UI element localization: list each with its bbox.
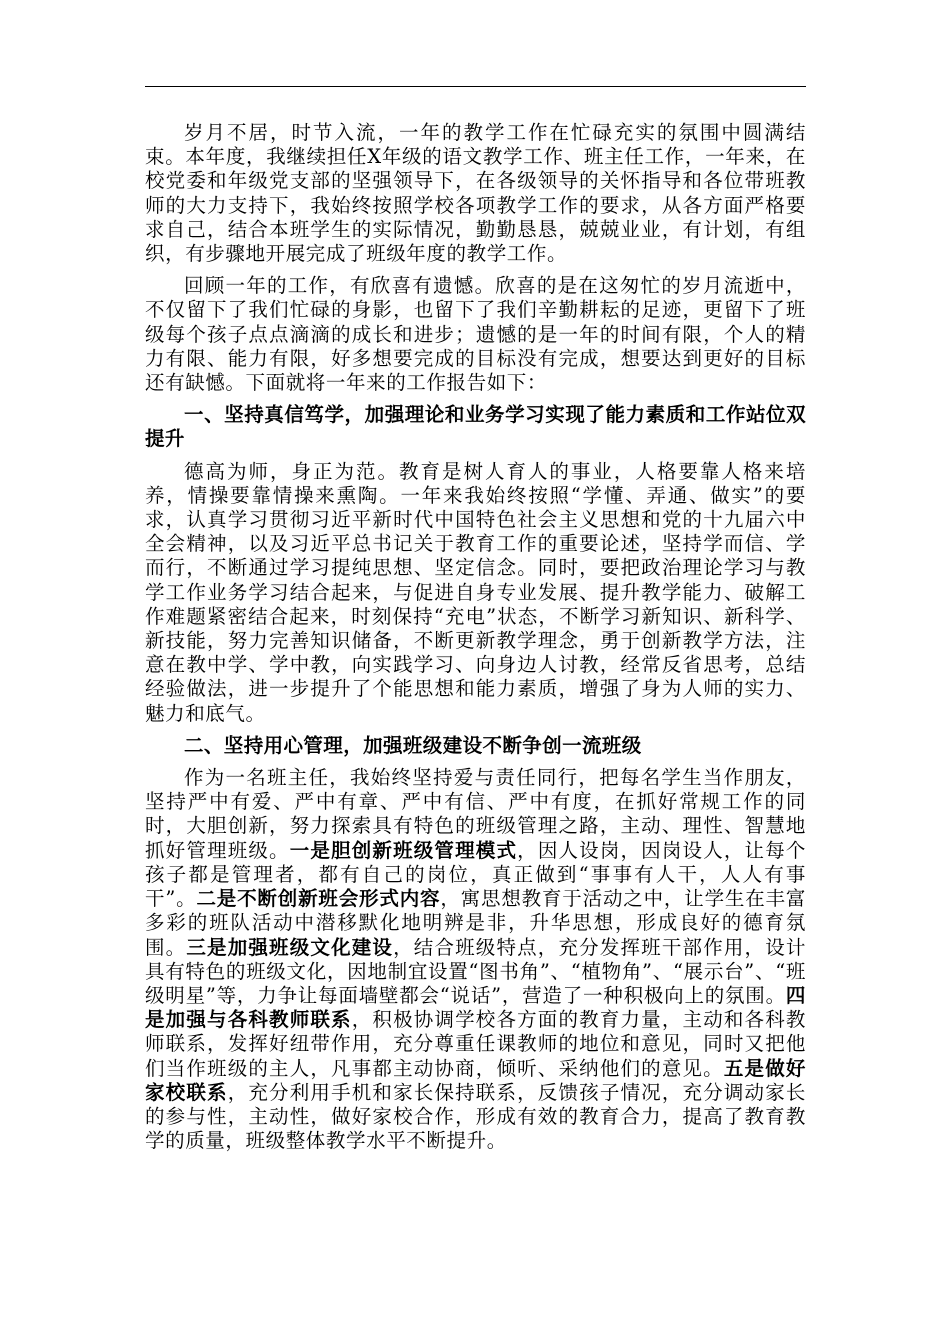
header-rule (145, 86, 806, 87)
paragraph-text: ，充分利用手机和家长保持联系，反馈孩子情况，充分调动家长的参与性，主动性，做好家校合作，形成有效的教育合力，提高了教育教学的质量，班级整体教学水平不断提升。 (145, 1080, 806, 1153)
heading-text: 二、坚持用心管理，加强班级建设不断争创一流班级 (184, 733, 642, 757)
bold-phrase: 二是不断创新班会形式内容 (196, 887, 441, 911)
paragraph-text: 回顾一年的工作，有欣喜有遗憾。欣喜的是在这匆忙的岁月流逝中，不仅留下了我们忙碌的身影，也留下了我们辛勤耕耘的足迹，更留下了班级每个孩子点点滴滴的成长和进步；遗憾的是一年的时间有限，个人的精力有限、能力有限，好多想要完成的目标没有完成，想要达到更好的目标还有缺憾。下面就将一年来的工作报告如下： (145, 274, 806, 395)
heading-text: 一、坚持真信笃学，加强理论和业务学习实现了能力素质和工作站位双提升 (145, 403, 806, 451)
paragraph-study (145, 460, 806, 726)
bold-phrase: 三是加强班级文化建设 (186, 935, 394, 959)
paragraph-management (145, 766, 806, 1153)
section-heading-2 (145, 734, 806, 758)
paragraph-intro (145, 121, 806, 266)
bold-phrase: 五是做好家校联系 (145, 1056, 806, 1104)
paragraph-text: 作为一名班主任，我始终坚持爱与责任同行，把每名学生当作朋友，坚持严中有爱、严中有章、严中有信、严中有度，在抓好常规工作的同时，大胆创新，努力探索具有特色的班级管理之路，主动、理性、智慧地抓好管理班级。 (145, 766, 806, 862)
paragraph-review (145, 274, 806, 395)
paragraph-text: ，积极协调学校各方面的教育力量，主动和各科教师联系，发挥好纽带作用，充分尊重任课教师的地位和意见，同时又把他们当作班级的主人，凡事都主动协商，倾听、采纳他们的意见。 (145, 1008, 806, 1080)
paragraph-text: ，结合班级特点，充分发挥班干部作用，设计具有特色的班级文化，因地制宜设置“图书角”、“植物角”、“展示台”、“班级明星”等，力争让每面墙壁都会“说话”，营造了一种积极向上的氛围。 (145, 935, 806, 1007)
bold-phrase: 四是加强与各科教师联系 (145, 983, 806, 1032)
bold-phrase: 一是胆创新班级管理模式 (289, 838, 518, 862)
paragraph-text: ，寓思想教育于活动之中，让学生在丰富多彩的班队活动中潜移默化地明辨是非，升华思想，形成良好的德育氛围。 (145, 887, 806, 959)
document-body (145, 121, 806, 1161)
paragraph-text: 岁月不居，时节入流，一年的教学工作在忙碌充实的氛围中圆满结束。本年度，我继续担任X年级的语文教学工作、班主任工作，一年来，在校党委和年级党支部的坚强领导下，在各级领导的关怀指导和各位带班教师的大力支持下，我始终按照学校各项教学工作的要求，从各方面严格要求自己，结合本班学生的实际情况，勤勤恳恳，兢兢业业，有计划，有组织，有步骤地开展完成了班级年度的教学工作。 (145, 121, 806, 266)
paragraph-text: 德高为师，身正为范。教育是树人育人的事业，人格要靠人格来培养，情操要靠情操来熏陶。一年来我始终按照“学懂、弄通、做实”的要求，认真学习贯彻习近平新时代中国特色社会主义思想和党的十九届六中全会精神，以及习近平总书记关于教育工作的重要论述，坚持学而信、学而行，不断通过学习提纯思想、坚定信念。同时，要把政治理论学习与教学工作业务学习结合起来，与促进自身专业发展、提升教学能力、破解工作难题紧密结合起来，时刻保持“充电”状态，不断学习新知识、新科学、新技能，努力完善知识储备，不断更新教学理念，勇于创新教学方法，注意在教中学、学中教，向实践学习、向身边人讨教，经常反省思考，总结经验做法，进一步提升了个能思想和能力素质，增强了身为人师的实力、魅力和底气。 (145, 459, 806, 725)
section-heading-1 (145, 403, 806, 451)
paragraph-text: ，因人设岗，因岗设人，让每个孩子都是管理者，都有自己的岗位，真正做到“事事有人干，人人有事干”。 (145, 838, 806, 911)
